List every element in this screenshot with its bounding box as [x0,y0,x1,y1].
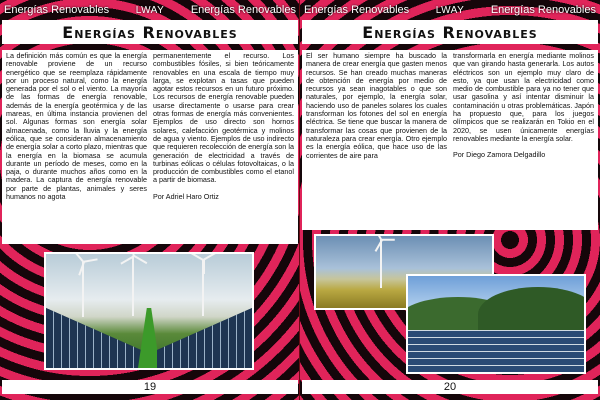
paragraph: La definición más común es que la energía renovable proviene de un recurso energético que se reemplaza rápidamente por un proceso natural, como la energía generada por el sol o el viento. La mayoría de las formas de energía renovable, además de la energía geotérmica y de las mareas, en última instancia provienen del sol. Algunas formas son energía solar almacenada, como la lluvia y la energía eólica, que se consideran almacenamiento de energía solar a corto plazo, mientras que la energía en la biomasa se acumula durante un período de meses, como en la paja, o durante muchos años como en la madera. La captura de energía renovable por parte de plantas, animales y seres humanos no agota [6,52,147,202]
solar-wind-photo [44,252,254,370]
grass-path [138,308,160,368]
header-brand: LWAY [435,4,465,16]
paragraph: permanentemente el recurso. Los combustibles fósiles, si bien teóricamente renovables en una escala de tiempo muy larga, se explotan a tasas que pueden agotar estos recursos en un futuro próximo. Los recursos de energía renovable pueden usarse directamente o usarse para crear otras formas de energía más convenientes. Ejemplos de uso directo son hornos solares, calefacción geotérmica y molinos de agua y viento. Ejemplos de uso indirecto que requieren recolección de energía son la generación de electricidad a través de turbinas eólicas o células fotovoltaicas, o la producción de combustibles como el etanol a partir de biomasa. [153,52,294,185]
solar-field [408,330,584,372]
wind-turbine-icon [76,262,90,317]
article-text-panel [302,50,598,230]
page-number: 20 [302,380,598,394]
article-text-panel [2,50,298,244]
text-column-1 [6,52,147,242]
wind-turbine-icon [374,240,388,288]
header-topic-right: Energías Renovables [190,4,296,16]
solar-mountain-photo [406,274,586,374]
wind-turbine-icon [196,260,210,316]
header-topic-right: Energías Renovables [490,4,596,16]
author-byline: Por Diego Zamora Delgadillo [453,150,546,160]
page-title: Energías Renovables [2,20,298,44]
text-column-2 [453,52,594,228]
header-topic-left: Energías Renovables [4,4,110,16]
solar-panel-row [157,308,252,368]
author-byline: Por Adriel Haro Ortiz [153,191,219,201]
wind-turbine-icon [126,256,140,316]
header-brand: LWAY [135,4,165,16]
text-column-2 [153,52,294,242]
paragraph: transformarla en energía mediante molinos que van girando hasta generarla. Los autos eléctricos son un ejemplo muy claro de esto, ya que usan la electricidad como medio de combustible para ya no tener que usar gasolina y así intentar disminuir la contaminación u otras problemáticas. Japón ha propuesto que, para los juegos olímpicos que se realizarán en Tokio en el 2020, se usen únicamente energías renovables mediante la energía solar. [453,52,594,143]
text-column-1 [306,52,447,228]
paragraph: El ser humano siempre ha buscado la manera de crear energía que gasten menos recursos. Se han creado muchas maneras de obtención de energía por medio de recursos ya sean inagotables o que son naturales, por ejemplo, la energía solar, haciendo uso de paneles solares los cuales transforman los fotones del sol en energía eléctrica. Se tiene que buscar la manera de transformar las cosas que provienen de la naturaleza para crear energía. Otro ejemplo es la energía eólica, que hace uso de las corrientes de aire para [306,52,447,160]
page-number: 19 [2,380,298,394]
page-header [0,0,300,20]
solar-panel-row [46,308,141,368]
header-topic-left: Energías Renovables [304,4,410,16]
page-header [300,0,600,20]
page-title: Energías Renovables [302,20,598,44]
